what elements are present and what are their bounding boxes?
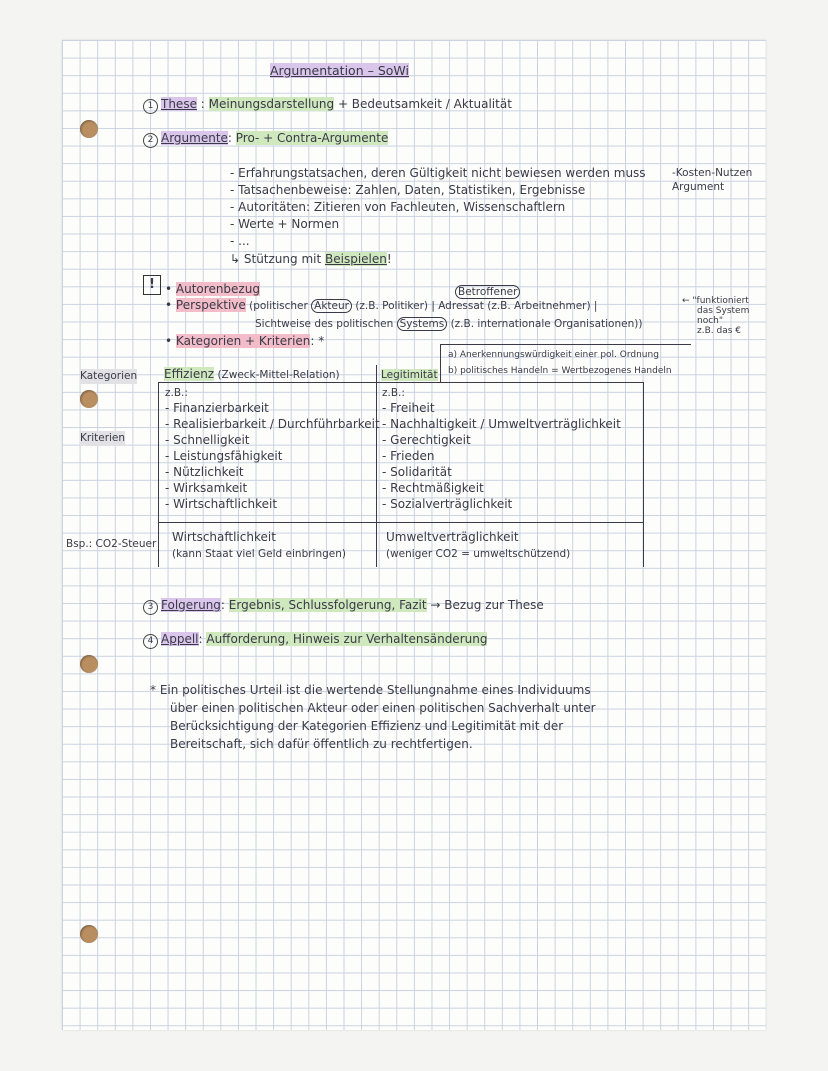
col2-zb: z.B.: [382,387,405,399]
side-note-cost: -Kosten-Nutzen [672,167,753,179]
punch-hole [80,390,98,408]
margin-label-example: Bsp.: CO2-Steuer [66,538,157,550]
perspektive-text: (politischer [245,300,312,312]
col2-item: - Frieden [382,449,435,463]
side-note-cost: Argument [672,181,725,193]
col2-item: - Sozialverträglichkeit [382,497,513,511]
argument-item: - Erfahrungstatsachen, deren Gültigkeit nicht bewiesen werden muss [230,166,646,180]
page-title: Argumentation – SoWi [270,63,409,78]
kategorien-label: Kategorien + Kriterien [175,334,311,348]
punch-hole [80,120,98,138]
table-rule [158,522,644,523]
argument-support-end: ! [386,252,392,266]
table-rule [376,365,377,567]
col2-item: - Rechtmäßigkeit [382,481,484,495]
table-rule [158,382,159,567]
col2-item: - Freiheit [382,401,435,415]
definition-line: Bereitschaft, sich dafür öffentlich zu rechtfertigen. [170,737,473,751]
section-highlight: Aufforderung, Hinweis zur Verhaltensänderung [206,632,488,646]
section-number: 1 [143,99,158,114]
col2-header [381,367,438,383]
table-rule [643,382,644,567]
legitimitaet-note: b) politisches Handeln = Wertbezogenes Handeln [448,366,672,376]
section-colon: : [198,632,207,646]
argument-item: - Werte + Normen [230,217,340,231]
perspektive-text: (z.B. Politiker) | Adressat (z.B. Arbeitnehmer) | [351,300,598,312]
betroffener-text: Betroffener [455,285,520,299]
section-rest: → Bezug zur These [426,598,544,612]
argument-item: - Tatsachenbeweise: Zahlen, Daten, Statistiken, Ergebnisse [230,183,586,197]
perspektive-line: • Perspektive (politischer Akteur (z.B. Politiker) | Adressat (z.B. Arbeitnehmer) | [165,298,598,312]
definition-line: Berücksichtigung der Kategorien Effizienz und Legitimität mit der [170,719,564,733]
section-rest: + Bedeutsamkeit / Aktualität [334,97,512,111]
col2-item: - Solidarität [382,465,452,479]
argument-support-highlight: Beispielen [325,252,387,266]
perspektive-label: Perspektive [175,298,246,312]
punch-hole [80,925,98,943]
col1-item: - Finanzierbarkeit [165,401,269,415]
example-col1-title: Wirtschaftlichkeit [172,530,276,544]
col1-item: - Wirtschaftlichkeit [165,497,278,511]
autorenbezug: • Autorenbezug [165,282,260,296]
col1-item: - Leistungsfähigkeit [165,449,283,463]
col2-item: - Gerechtigkeit [382,433,471,447]
section-number: 4 [143,634,158,649]
section-label: Appell [161,632,199,646]
autorenbezug-label: Autorenbezug [175,282,260,296]
definition-line: * Ein politisches Urteil ist die wertende Stellungnahme eines Individuums [150,683,591,697]
example-col1-note: (kann Staat viel Geld einbringen) [172,548,347,560]
kategorien-line: • Kategorien + Kriterien: * [165,334,325,348]
section-label: Argumente [161,131,228,145]
section-colon: : [196,97,209,111]
kategorien-mark: : * [310,334,325,348]
argument-item: - ... [230,234,250,248]
col2-header-highlight: Legitimität [381,369,438,381]
argument-support [230,252,392,267]
punch-hole [80,655,98,673]
definition-line: über einen politischen Akteur oder einen politischen Sachverhalt unter [170,701,596,715]
margin-label-kategorien: Kategorien [80,370,138,382]
sichtweise-text: Sichtweise des politischen [255,318,397,330]
section-number: 2 [143,133,158,148]
section-label: Folgerung [161,598,221,612]
section-label: These [161,97,197,111]
side-note-system: ← "funktioniert [682,296,749,306]
section-colon: : [220,598,229,612]
col1-item: - Realisierbarkeit / Durchführbarkeit [165,417,380,431]
col1-header-rest: (Zweck-Mittel-Relation) [214,369,340,381]
col1-item: - Schnelligkeit [165,433,250,447]
section-these [143,97,512,114]
exclamation-icon: ! [143,275,161,295]
system-text: Systems [397,317,448,331]
side-note-system: noch" [697,316,724,326]
example-col2-title: Umweltverträglichkeit [386,530,519,544]
section-argumente [143,131,388,148]
col2-item: - Nachhaltigkeit / Umweltverträglichkeit [382,417,621,431]
section-appell [143,632,487,649]
legitimitaet-note: a) Anerkennungswürdigkeit einer pol. Ordnung [448,350,659,360]
col1-header-highlight: Effizienz [164,367,215,381]
sichtweise-text: (z.B. internationale Organisationen)) [447,318,643,330]
section-highlight: Pro- + Contra-Argumente [235,131,389,145]
akteur-text: Akteur [311,299,352,313]
section-folgerung [143,598,544,615]
section-colon: : [227,131,236,145]
col1-item: - Nützlichkeit [165,465,244,479]
margin-label-kriterien: Kriterien [80,432,126,444]
section-highlight: Ergebnis, Schlussfolgerung, Fazit [228,598,427,612]
argument-support-text: ↳ Stützung mit [230,252,325,266]
col1-header [164,367,340,383]
argument-item: - Autoritäten: Zitieren von Fachleuten, Wissenschaftlern [230,200,566,214]
col1-item: - Wirksamkeit [165,481,248,495]
section-highlight: Meinungsdarstellung [208,97,335,111]
col1-zb: z.B.: [165,387,188,399]
example-col2-note: (weniger CO2 = umweltschützend) [386,548,571,560]
sichtweise-line [255,317,642,332]
section-number: 3 [143,600,158,615]
side-note-system: z.B. das € [697,326,741,336]
side-note-system: das System [697,306,750,316]
